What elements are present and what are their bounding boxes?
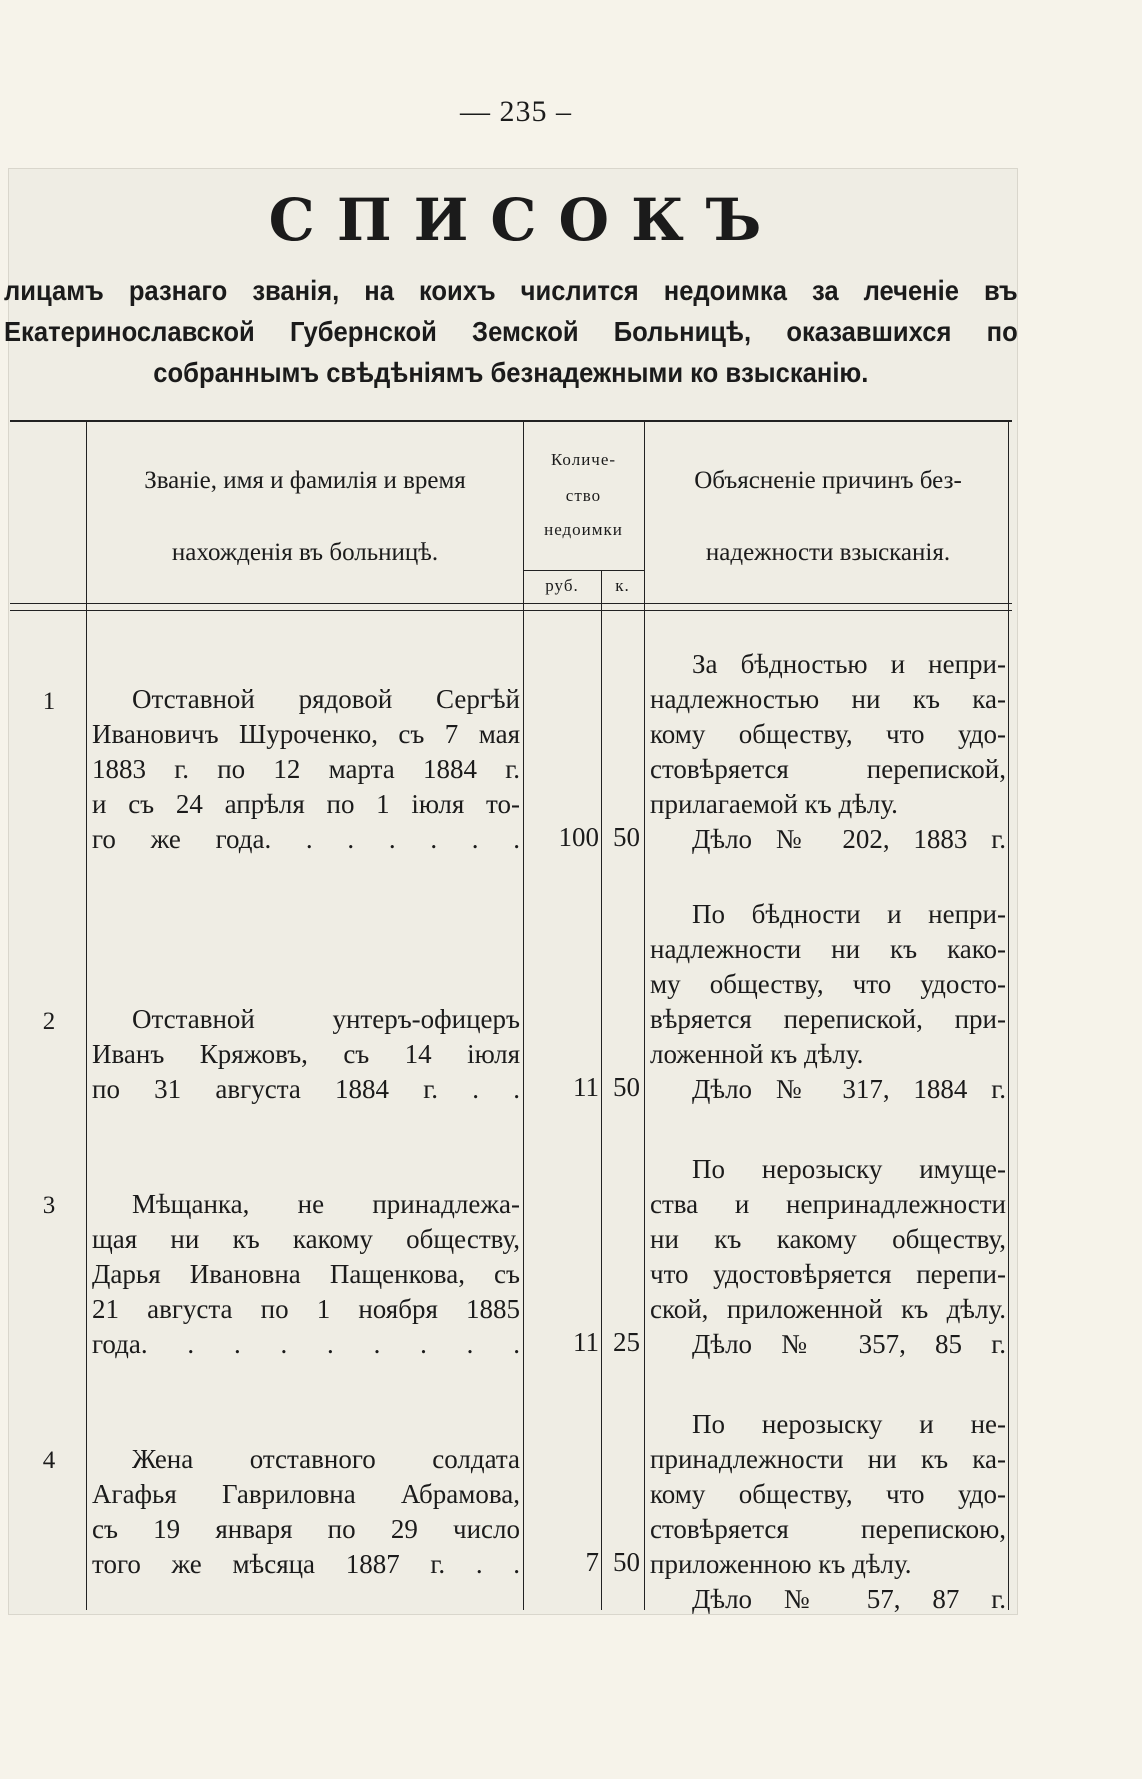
header-amount-line3: недоимки [544,520,623,539]
header-kop: к. [615,576,630,595]
row-name-text: Отставной унтеръ-офицеръ Иванъ Кряжовъ, съ 14 іюля по 31 августа 1884 г. . . [92,1004,520,1104]
header-amount-line2: ство [565,486,602,505]
header-name-line1: Званіе, имя и фамилія и время [144,467,466,494]
row-name-text: Мѣщанка, не принадлежа- щая ни къ какому обществу, Дарья Ивановна Пащенкова, съ 21 августа по 1 ноября 1885 года. . . . . . . . . [92,1189,520,1359]
header-reason-line1: Объясненіе причинъ без- [694,467,962,494]
table-top-rule [10,420,1012,422]
row-reason-text: За бѣдностью и непри- надлежностью ни къ ка- кому обществу, что удо- стовѣряется перепиской, прилагаемой къ дѣлу. Дѣло № 202, 1883 г. [650,649,1006,854]
row-rub: 11 [573,1072,599,1102]
row-kop: 50 [613,822,640,852]
page-number: — 235 – [460,95,572,128]
header-double-rule [10,610,1012,611]
header-amount-line1: Количе- [550,450,617,469]
header-name-line2: нахожденія въ больницѣ. [171,539,439,566]
col-divider-amount [644,420,645,1610]
row-number: 4 [42,1447,56,1474]
row-number: 3 [42,1192,56,1219]
col-divider-rub-kop [601,570,602,1610]
row-reason-text: По нерозыску имуще- ства и непринадлежности ни къ какому обществу, что удостовѣряется перепи- ской, приложенной къ дѣлу. Дѣло № 357, 85 г. [650,1154,1006,1359]
row-rub: 11 [573,1327,599,1357]
row-name-text: Жена отставного солдата Агафья Гавриловна Абрамова, съ 19 января по 29 число того же мѣсяца 1887 г. . . [92,1444,520,1579]
header-bottom-rule [10,603,1012,604]
document-title: СПИСОКЪ [268,186,784,254]
row-number: 2 [42,1008,56,1035]
header-rub: руб. [545,576,579,595]
row-kop: 50 [613,1547,640,1577]
row-rub: 100 [558,822,599,852]
row-reason-text: По бѣдности и непри- надлежности ни къ како- му обществу, что удосто- вѣряется перепиской, при- ложенной къ дѣлу. Дѣло № 317, 1884 г. [650,899,1006,1104]
amount-sub-rule [523,570,644,571]
table-right-border [1008,420,1009,1610]
header-reason-line2: надежности взысканія. [705,539,951,566]
row-kop: 50 [613,1072,640,1102]
row-reason-text: По нерозыску и не- принадлежности ни къ ка- кому обществу, что удо- стовѣряется перепискою, приложенною къ дѣлу. Дѣло № 57, 87 г. [650,1409,1006,1614]
col-divider-name [523,420,524,1610]
document-subtitle: лицамъ разнаго званія, на коихъ числится недоимка за леченіе въ Екатеринославской Губернской Земской Больницѣ, оказавшихся по собраннымъ свѣдѣніямъ безнадежными ко взысканію. [4,275,1018,388]
row-name-text: Отставной рядовой Сергѣй Ивановичъ Шуроченко, съ 7 мая 1883 г. по 12 марта 1884 г. и съ 24 апрѣля по 1 іюля то- го же года. . . . . . . [92,684,520,854]
arrears-table [10,420,1012,1614]
row-rub: 7 [585,1547,599,1577]
row-number: 1 [42,688,56,715]
row-kop: 25 [613,1327,640,1357]
